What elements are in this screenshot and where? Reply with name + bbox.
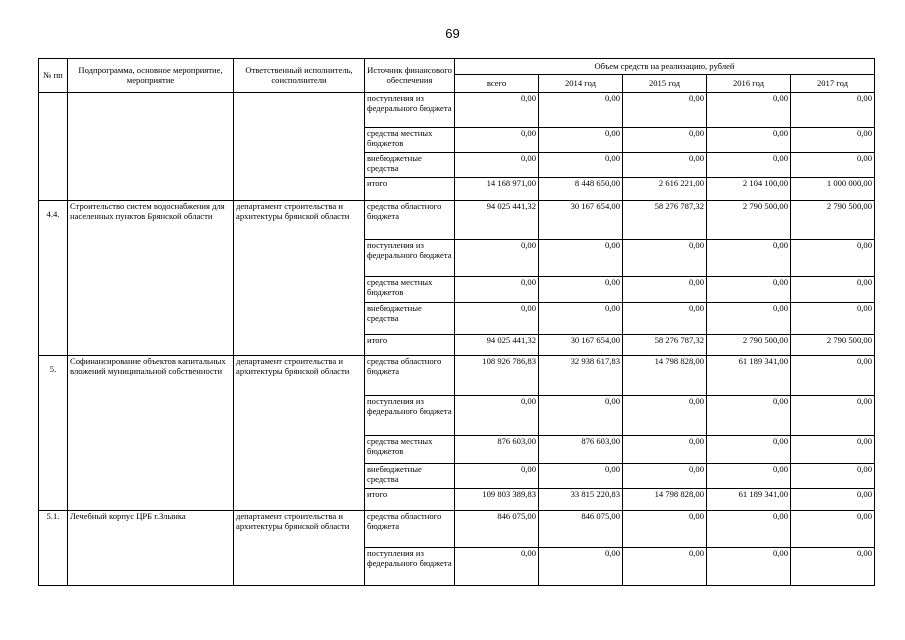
y2014-cell: 0,00 (539, 277, 623, 303)
source-cell: внебюджетные средства (365, 464, 455, 489)
y2014-cell: 32 938 617,83 (539, 356, 623, 396)
y2016-cell: 0,00 (707, 396, 791, 436)
row-executor (234, 93, 365, 201)
y2015-cell: 0,00 (623, 153, 707, 178)
y2014-cell: 0,00 (539, 240, 623, 277)
total-cell: 0,00 (455, 396, 539, 436)
table-row (39, 93, 875, 128)
y2016-cell: 2 104 100,00 (707, 178, 791, 201)
y2016-cell: 0,00 (707, 93, 791, 128)
source-cell: поступления из федерального бюджета (365, 396, 455, 436)
row-num (39, 201, 68, 356)
header-num: № пп (39, 59, 68, 93)
y2017-cell: 1 000 000,00 (791, 178, 875, 201)
source-cell: средства областного бюджета (365, 511, 455, 548)
total-cell: 876 603,00 (455, 436, 539, 464)
row-num (39, 356, 68, 511)
source-cell: итого (365, 335, 455, 356)
y2015-cell: 58 276 787,32 (623, 201, 707, 240)
table-row (39, 201, 875, 240)
source-cell: итого (365, 489, 455, 511)
total-cell: 846 075,00 (455, 511, 539, 548)
header-source: Источник финансового обеспечения (365, 59, 455, 93)
source-cell: внебюджетные средства (365, 303, 455, 335)
y2014-cell: 8 448 650,00 (539, 178, 623, 201)
row-num-label: 4.4. (46, 209, 60, 219)
y2016-cell: 61 189 341,00 (707, 356, 791, 396)
header-subprogram: Подпрограмма, основное мероприятие, мероприятие (68, 59, 234, 93)
y2015-cell: 0,00 (623, 548, 707, 586)
total-cell: 14 168 971,00 (455, 178, 539, 201)
source-cell: внебюджетные средства (365, 153, 455, 178)
total-cell: 94 025 441,32 (455, 201, 539, 240)
y2015-cell: 2 616 221,00 (623, 178, 707, 201)
y2017-cell: 2 790 500,00 (791, 201, 875, 240)
y2014-cell: 0,00 (539, 396, 623, 436)
row-num (39, 511, 68, 586)
total-cell: 0,00 (455, 303, 539, 335)
table-row (39, 511, 875, 548)
y2015-cell: 0,00 (623, 240, 707, 277)
y2017-cell: 0,00 (791, 153, 875, 178)
row-num-label: 5. (49, 364, 57, 374)
y2015-cell: 0,00 (623, 464, 707, 489)
total-cell: 0,00 (455, 128, 539, 153)
total-cell: 0,00 (455, 240, 539, 277)
y2017-cell: 0,00 (791, 464, 875, 489)
y2015-cell: 0,00 (623, 277, 707, 303)
source-cell: поступления из федерального бюджета (365, 548, 455, 586)
row-name (68, 93, 234, 201)
y2017-cell: 0,00 (791, 128, 875, 153)
y2016-cell: 0,00 (707, 240, 791, 277)
total-cell: 0,00 (455, 153, 539, 178)
y2015-cell: 14 798 828,00 (623, 489, 707, 511)
y2015-cell: 0,00 (623, 303, 707, 335)
source-cell: итого (365, 178, 455, 201)
row-executor: департамент строительства и архитектуры брянской области (234, 356, 365, 511)
y2017-cell: 0,00 (791, 396, 875, 436)
y2014-cell: 0,00 (539, 128, 623, 153)
y2014-cell: 0,00 (539, 153, 623, 178)
y2017-cell: 0,00 (791, 356, 875, 396)
header-2016: 2016 год (707, 75, 791, 93)
header-total: всего (455, 75, 539, 93)
table-row (39, 356, 875, 396)
y2016-cell: 0,00 (707, 511, 791, 548)
y2015-cell: 0,00 (623, 93, 707, 128)
y2017-cell: 0,00 (791, 93, 875, 128)
y2017-cell: 0,00 (791, 303, 875, 335)
y2017-cell: 0,00 (791, 436, 875, 464)
total-cell: 0,00 (455, 277, 539, 303)
y2016-cell: 0,00 (707, 153, 791, 178)
y2014-cell: 0,00 (539, 548, 623, 586)
total-cell: 109 803 389,83 (455, 489, 539, 511)
row-name: Строительство систем водоснабжения для населенных пунктов Брянской области (68, 201, 234, 356)
source-cell: средства местных бюджетов (365, 128, 455, 153)
header-2017: 2017 год (791, 75, 875, 93)
page-number: 69 (445, 26, 460, 41)
total-cell: 0,00 (455, 548, 539, 586)
total-cell: 0,00 (455, 464, 539, 489)
y2014-cell: 876 603,00 (539, 436, 623, 464)
y2014-cell: 0,00 (539, 93, 623, 128)
header-2014: 2014 год (539, 75, 623, 93)
y2015-cell: 14 798 828,00 (623, 356, 707, 396)
y2016-cell: 0,00 (707, 548, 791, 586)
y2016-cell: 0,00 (707, 277, 791, 303)
header-2015: 2015 год (623, 75, 707, 93)
y2016-cell: 0,00 (707, 464, 791, 489)
y2016-cell: 0,00 (707, 436, 791, 464)
y2014-cell: 0,00 (539, 464, 623, 489)
source-cell: средства областного бюджета (365, 201, 455, 240)
y2015-cell: 0,00 (623, 396, 707, 436)
source-cell: средства областного бюджета (365, 356, 455, 396)
header-executor: Ответственный исполнитель, соисполнители (234, 59, 365, 93)
y2016-cell: 0,00 (707, 303, 791, 335)
total-cell: 108 926 786,83 (455, 356, 539, 396)
y2014-cell: 30 167 654,00 (539, 335, 623, 356)
y2015-cell: 0,00 (623, 511, 707, 548)
row-num (39, 93, 68, 201)
source-cell: средства местных бюджетов (365, 277, 455, 303)
budget-table (38, 58, 875, 586)
y2017-cell: 0,00 (791, 548, 875, 586)
y2015-cell: 0,00 (623, 128, 707, 153)
y2014-cell: 33 815 220,83 (539, 489, 623, 511)
source-cell: поступления из федерального бюджета (365, 93, 455, 128)
y2017-cell: 0,00 (791, 511, 875, 548)
total-cell: 0,00 (455, 93, 539, 128)
y2017-cell: 0,00 (791, 240, 875, 277)
total-cell: 94 025 441,32 (455, 335, 539, 356)
y2016-cell: 2 790 500,00 (707, 335, 791, 356)
y2015-cell: 58 276 787,32 (623, 335, 707, 356)
source-cell: поступления из федерального бюджета (365, 240, 455, 277)
row-num-label: 5.1. (46, 511, 60, 521)
y2016-cell: 61 189 341,00 (707, 489, 791, 511)
header-volume: Объем средств на реализацию, рублей (455, 59, 875, 75)
y2014-cell: 30 167 654,00 (539, 201, 623, 240)
y2016-cell: 2 790 500,00 (707, 201, 791, 240)
row-name: Софинансирование объектов капитальных вложений муниципальной собственности (68, 356, 234, 511)
y2016-cell: 0,00 (707, 128, 791, 153)
row-executor: департамент строительства и архитектуры брянской области (234, 511, 365, 586)
y2014-cell: 0,00 (539, 303, 623, 335)
row-executor: департамент строительства и архитектуры брянской области (234, 201, 365, 356)
y2017-cell: 0,00 (791, 277, 875, 303)
y2017-cell: 0,00 (791, 489, 875, 511)
y2014-cell: 846 075,00 (539, 511, 623, 548)
row-name: Лечебный корпус ЦРБ г.Злынка (68, 511, 234, 586)
y2017-cell: 2 790 500,00 (791, 335, 875, 356)
source-cell: средства местных бюджетов (365, 436, 455, 464)
y2015-cell: 0,00 (623, 436, 707, 464)
